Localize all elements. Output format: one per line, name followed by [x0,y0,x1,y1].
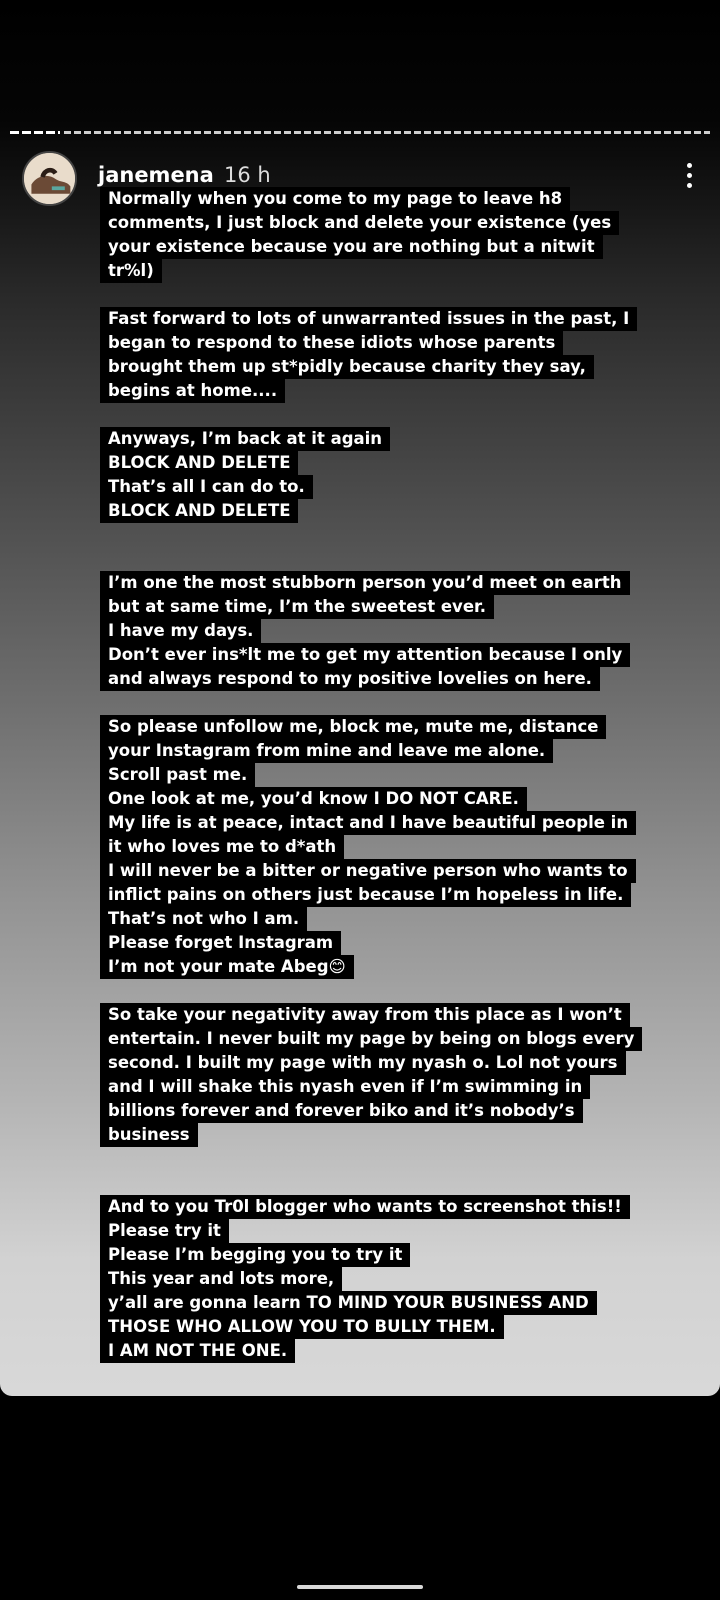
text-line-label: it who loves me to d*ath [100,835,344,859]
text-line-label: entertain. I never built my page by being on blogs every [100,1027,642,1051]
text-line [100,307,640,331]
text-line-label: I’m one the most stubborn person you’d meet on earth [100,571,630,595]
text-line-label: comments, I just block and delete your existence (yes [100,211,619,235]
text-line [100,667,640,691]
text-line [100,379,640,403]
text-line [100,1339,640,1363]
text-line-label: I AM NOT THE ONE. [100,1339,295,1363]
avatar-photo-icon [24,153,75,204]
text-line-label: y’all are gonna learn TO MIND YOUR BUSINESS AND [100,1291,597,1315]
text-line [100,931,640,955]
text-line-label: BLOCK AND DELETE [100,499,298,523]
text-line-label: So please unfollow me, block me, mute me, distance [100,715,606,739]
text-line [100,1267,640,1291]
text-line [100,259,640,283]
text-line [100,1195,640,1219]
user-avatar[interactable] [22,151,77,206]
text-line-label: and I will shake this nyash even if I’m swimming in [100,1075,590,1099]
text-paragraph [100,187,640,283]
text-line-label: Fast forward to lots of unwarranted issues in the past, I [100,307,637,331]
text-line [100,715,640,739]
text-line-label: Please try it [100,1219,229,1243]
text-paragraph [100,715,640,979]
text-line [100,787,640,811]
text-line-label: And to you Tr0l blogger who wants to screenshot this!! [100,1195,630,1219]
text-line [100,1219,640,1243]
text-line-label: your Instagram from mine and leave me alone. [100,739,553,763]
text-line [100,955,640,979]
text-line-label: THOSE WHO ALLOW YOU TO BULLY THEM. [100,1315,504,1339]
text-line [100,187,640,211]
text-line [100,763,640,787]
text-paragraph [100,1195,640,1363]
text-line-label: I have my days. [100,619,261,643]
text-line [100,427,640,451]
text-line-label: That’s not who I am. [100,907,307,931]
text-line [100,355,640,379]
text-paragraph [100,307,640,403]
text-line [100,643,640,667]
text-line [100,1291,640,1315]
text-line [100,883,640,907]
text-line-label: That’s all I can do to. [100,475,313,499]
text-line [100,739,640,763]
text-line-label: My life is at peace, intact and I have beautiful people in [100,811,636,835]
text-line [100,811,640,835]
text-line [100,571,640,595]
text-line [100,1099,640,1123]
text-line [100,1123,640,1147]
post-time: 16 h [224,163,271,187]
text-line-label: Anyways, I’m back at it again [100,427,390,451]
text-line-label: One look at me, you’d know I DO NOT CARE. [100,787,527,811]
text-line [100,1075,640,1099]
home-indicator[interactable] [297,1585,423,1589]
text-line [100,1027,640,1051]
story-text-overlay [100,187,640,1387]
text-line-label: inflict pains on others just because I’m hopeless in life. [100,883,631,907]
text-paragraph [100,571,640,691]
text-line-label: Don’t ever ins*lt me to get my attention because I only [100,643,630,667]
story-progress-bar [10,131,710,134]
text-line [100,451,640,475]
text-line-label: This year and lots more, [100,1267,342,1291]
text-line [100,1051,640,1075]
text-line [100,1243,640,1267]
text-line [100,475,640,499]
text-line-label: I’m not your mate Abeg😊 [100,955,354,979]
text-line [100,907,640,931]
progress-segment-next [64,131,710,134]
text-line-label: So take your negativity away from this place as I won’t [100,1003,630,1027]
text-line [100,835,640,859]
text-line [100,331,640,355]
text-line-label: BLOCK AND DELETE [100,451,298,475]
username[interactable]: janemena [98,163,214,187]
text-line-label: business [100,1123,198,1147]
text-line-label: second. I built my page with my nyash o. Lol not yours [100,1051,626,1075]
progress-segment-current [10,131,60,134]
text-line-label: began to respond to these idiots whose parents [100,331,563,355]
text-line-label: I will never be a bitter or negative person who wants to [100,859,636,883]
text-line [100,595,640,619]
text-line-label: but at same time, I’m the sweetest ever. [100,595,494,619]
text-paragraph [100,1003,640,1147]
text-line-label: and always respond to my positive lovelies on here. [100,667,600,691]
text-line [100,1315,640,1339]
text-line-label: Please I’m begging you to try it [100,1243,410,1267]
text-line-label: begins at home.... [100,379,285,403]
text-line [100,211,640,235]
text-line [100,859,640,883]
text-line-label: Scroll past me. [100,763,255,787]
text-line-label: Normally when you come to my page to leave h8 [100,187,570,211]
more-vertical-icon[interactable] [684,163,694,193]
text-line [100,1003,640,1027]
text-line [100,235,640,259]
text-line-label: tr%l) [100,259,162,283]
text-line [100,619,640,643]
text-paragraph [100,427,640,523]
text-line-label: billions forever and forever biko and it’s nobody’s [100,1099,583,1123]
text-line-label: brought them up st*pidly because charity they say, [100,355,594,379]
text-line [100,499,640,523]
text-line-label: Please forget Instagram [100,931,341,955]
text-line-label: your existence because you are nothing but a nitwit [100,235,603,259]
